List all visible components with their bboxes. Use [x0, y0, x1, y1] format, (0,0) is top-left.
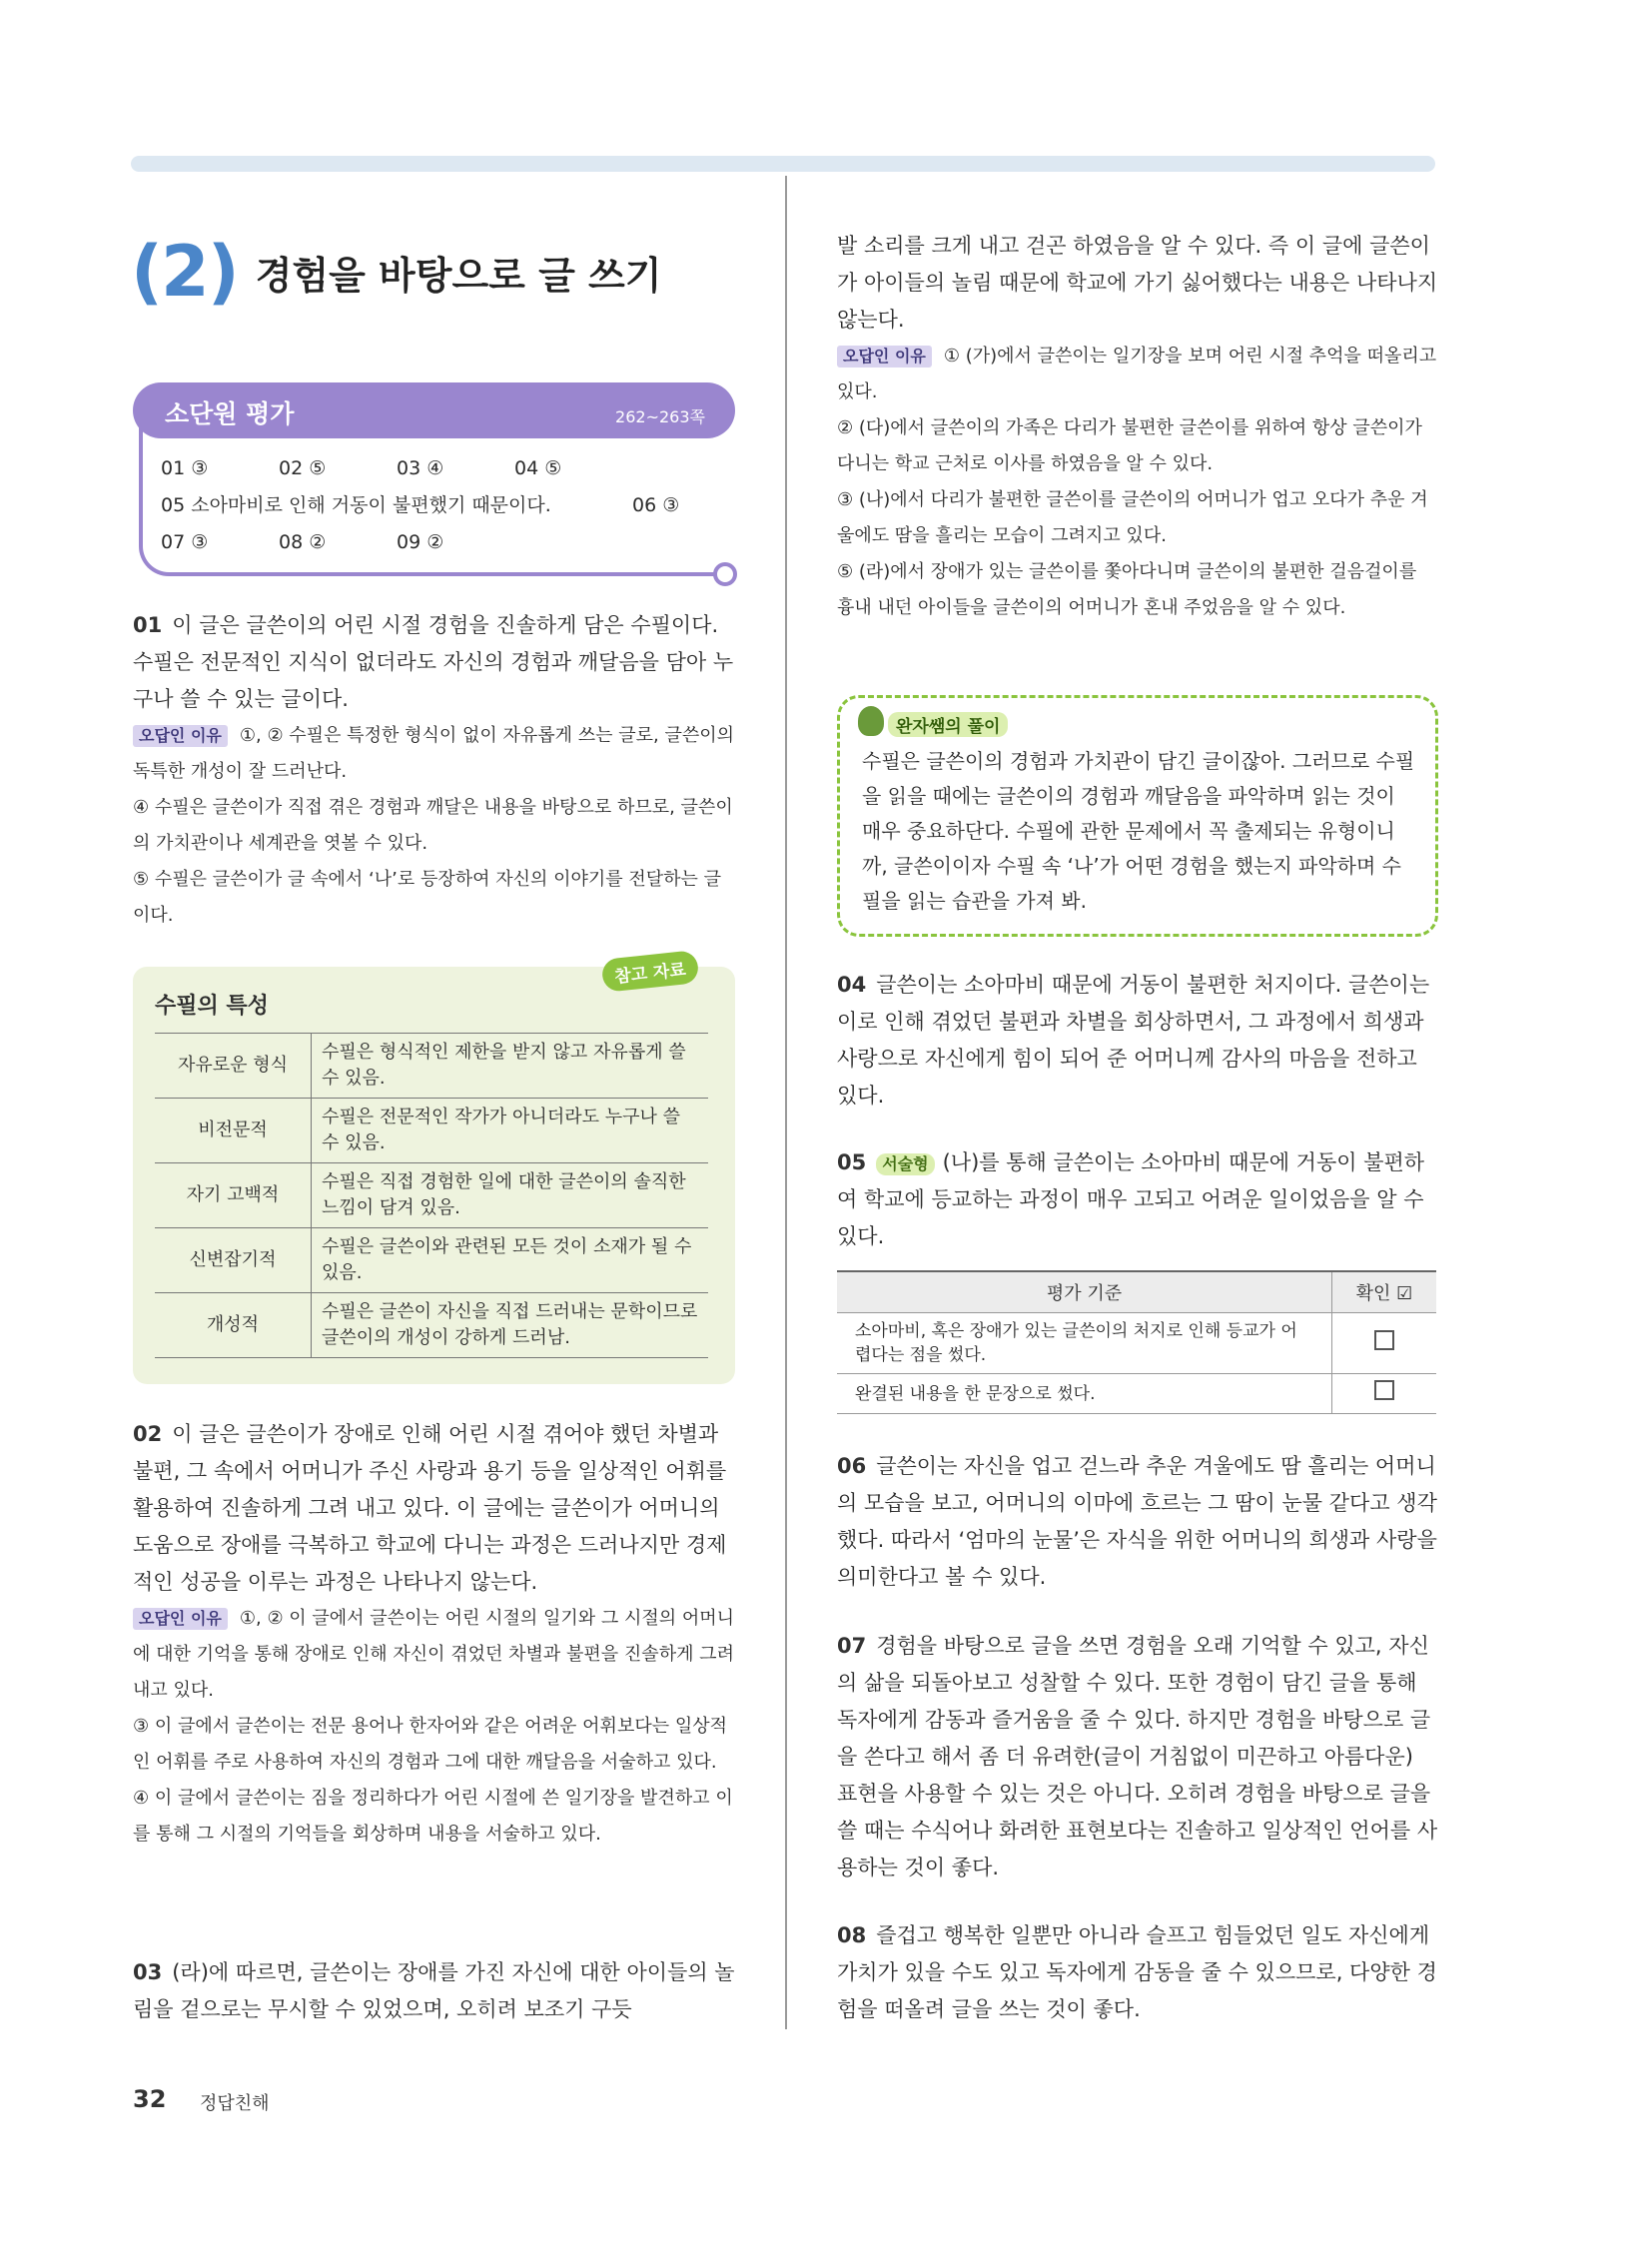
q-number: 07 [837, 1634, 867, 1658]
table-row [837, 1313, 1436, 1374]
q-text: (나)를 통해 글쓴이는 소아마비 때문에 거동이 불편하여 학교에 등교하는 과정이 매우 고되고 어려운 일이었음을 알 수 있다. [837, 1150, 1425, 1248]
answer-07: 07 ③ [161, 531, 209, 553]
teacher-tip-box [837, 695, 1438, 937]
explanation-05 [837, 1144, 1438, 1255]
descriptive-tag: 서술형 [876, 1153, 934, 1175]
essay-traits-table [155, 1033, 708, 1358]
top-decor-bar [131, 156, 1435, 172]
section-header [131, 232, 661, 312]
q-number: 02 [133, 1422, 163, 1446]
trait-desc: 수필은 직접 경험한 일에 대한 글쓴이의 솔직한 느낌이 담겨 있음. [312, 1163, 709, 1228]
explanation-04 [837, 967, 1438, 1115]
q-text: 이 글은 글쓴이의 어린 시절 경험을 진솔하게 담은 수필이다. 수필은 전문적인 지식이 없더라도 자신의 경험과 깨달음을 담아 누구나 쓸 수 있는 글이다. [133, 613, 734, 711]
column-divider [785, 176, 787, 2029]
unit-evaluation-box [133, 382, 735, 582]
q-text: 글쓴이는 소아마비 때문에 거동이 불편한 처지이다. 글쓴이는 이로 인해 겪었던 불편과 차별을 회상하면서, 그 과정에서 희생과 사랑으로 자신에게 힘이 되어 준 어머니께 감사의 마음을 전하고 있다. [837, 973, 1430, 1108]
explanation-02 [133, 1416, 735, 1853]
wrong-reason-3: ③ (나)에서 다리가 불편한 글쓴이를 글쓴이의 어머니가 업고 오다가 추운 겨울에도 땀을 흘리는 모습이 그려지고 있다. [837, 489, 1428, 546]
q-text: 글쓴이는 자신을 업고 걷느라 추운 겨울에도 땀 흘리는 어머니의 모습을 보고, 어머니의 이마에 흐르는 그 땀이 눈물 같다고 생각했다. 따라서 ‘엄마의 눈물’은 자식을 위한 어머니의 희생과 사랑을 의미한다고 볼 수 있다. [837, 1454, 1437, 1589]
wrong-reason-tag: 오답인 이유 [133, 1608, 228, 1630]
trait-name: 비전문적 [155, 1099, 312, 1163]
check-cell [1332, 1374, 1437, 1414]
reference-badge: 참고 자료 [601, 950, 700, 993]
q-text: 경험을 바탕으로 글을 쓰면 경험을 오래 기억할 수 있고, 자신의 삶을 되돌아보고 성찰할 수 있다. 또한 경험이 담긴 글을 통해 독자에게 감동과 즐거움을 줄 수 있다. 하지만 경험을 바탕으로 글을 쓴다고 해서 좀 더 유려한(글이 거침없이 미끈하고 아름다운) 표현을 사용할 수 있는 것은 아니다. 오히려 경험을 바탕으로 글을 쓸 때는 수식어나 화려한 표현보다는 진솔하고 일상적인 언어를 사용하는 것이 좋다. [837, 1634, 1438, 1879]
table-row [155, 1293, 708, 1358]
table-row [155, 1163, 708, 1228]
answer-01: 01 ③ [161, 457, 209, 479]
checkbox[interactable] [1374, 1330, 1394, 1350]
reference-box [133, 960, 735, 1384]
wrong-reason-1: ①, ② 수필은 특정한 형식이 없이 자유롭게 쓰는 글로, 글쓴이의 독특한 개성이 잘 드러난다. [133, 725, 734, 782]
q-number: 08 [837, 1923, 867, 1947]
answer-key [161, 450, 750, 561]
wrong-reason-tag: 오답인 이유 [133, 725, 228, 747]
table-row [155, 1228, 708, 1293]
wrong-reason-1: ①, ② 이 글에서 글쓴이는 어린 시절의 일기와 그 시절의 어머니에 대한 기억을 통해 장애로 인해 자신이 겪었던 차별과 불편을 진솔하게 그려 내고 있다. [133, 1608, 734, 1701]
q-number: 05 [837, 1150, 867, 1174]
frame-end-dot [713, 562, 737, 586]
explanation-06 [837, 1448, 1438, 1596]
wrong-reason-2: ④ 수필은 글쓴이가 직접 겪은 경험과 깨달은 내용을 바탕으로 하므로, 글쓴이의 가치관이나 세계관을 엿볼 수 있다. [133, 797, 733, 854]
trait-name: 자기 고백적 [155, 1163, 312, 1228]
wrong-reason-2: ② (다)에서 글쓴이의 가족은 다리가 불편한 글쓴이를 위하여 항상 글쓴이가 다니는 학교 근처로 이사를 하였음을 알 수 있다. [837, 417, 1422, 474]
answer-06: 06 ③ [632, 494, 680, 516]
trait-desc: 수필은 전문적인 작가가 아니더라도 누구나 쓸 수 있음. [312, 1099, 709, 1163]
book-label: 정답친해 [200, 2093, 270, 2114]
wrong-reason-1: ① (가)에서 글쓴이는 일기장을 보며 어린 시절 추억을 떠올리고 있다. [837, 346, 1437, 402]
table-row [155, 1099, 708, 1163]
explanation-03-continued [837, 228, 1438, 626]
reference-title: 수필의 특성 [155, 994, 269, 1019]
criteria-header-row [837, 1271, 1436, 1313]
answer-09: 09 ② [397, 531, 444, 553]
wrong-reason-tag: 오답인 이유 [837, 346, 932, 368]
q-text: 이 글은 글쓴이가 장애로 인해 어린 시절 겪어야 했던 차별과 불편, 그 속에서 어머니가 주신 사랑과 용기 등을 일상적인 어휘를 활용하여 진솔하게 그려 내고 있다. 이 글에는 글쓴이가 어머니의 도움으로 장애를 극복하고 학교에 다니는 과정은 드러나지만 경제적인 성공을 이루는 과정은 나타나지 않는다. [133, 1422, 727, 1594]
page-number: 32 [133, 2085, 167, 2113]
tip-title: 완자쌤의 풀이 [888, 712, 1008, 737]
trait-name: 자유로운 형식 [155, 1034, 312, 1099]
q-text: (라)에 따르면, 글쓴이는 장애를 가진 자신에 대한 아이들의 놀림을 겉으로는 무시할 수 있었으며, 오히려 보조기 구듯 [133, 1960, 735, 2021]
check-header: 확인 ☑ [1332, 1271, 1437, 1313]
unit-evaluation-header [133, 382, 735, 438]
answer-04: 04 ⑤ [514, 457, 562, 479]
explanation-07 [837, 1628, 1438, 1886]
criteria-item: 소아마비, 혹은 장애가 있는 글쓴이의 처지로 인해 등교가 어렵다는 점을 썼다. [837, 1313, 1332, 1374]
character-icon [858, 706, 884, 736]
table-row [837, 1374, 1436, 1414]
q-number: 04 [837, 973, 867, 997]
explanation-03 [133, 1954, 735, 2028]
unit-evaluation-pages: 262~263쪽 [615, 407, 705, 426]
q-number: 03 [133, 1960, 163, 1984]
wrong-reason-2: ③ 이 글에서 글쓴이는 전문 용어나 한자어와 같은 어려운 어휘보다는 일상적인 어휘를 주로 사용하여 자신의 경험과 그에 대한 깨달음을 서술하고 있다. [133, 1716, 727, 1773]
table-row [155, 1034, 708, 1099]
trait-desc: 수필은 글쓴이와 관련된 모든 것이 소재가 될 수 있음. [312, 1228, 709, 1293]
wrong-reason-3: ⑤ 수필은 글쓴이가 글 속에서 ‘나’로 등장하여 자신의 이야기를 전달하는 글이다. [133, 869, 722, 926]
wrong-reason-3: ④ 이 글에서 글쓴이는 짐을 정리하다가 어린 시절에 쓴 일기장을 발견하고 이를 통해 그 시절의 기억들을 회상하며 내용을 서술하고 있다. [133, 1788, 733, 1845]
unit-evaluation-title: 소단원 평가 [165, 399, 295, 428]
explanation-08 [837, 1917, 1438, 2028]
criteria-header: 평가 기준 [837, 1271, 1332, 1313]
q-number: 06 [837, 1454, 867, 1478]
trait-desc: 수필은 글쓴이 자신을 직접 드러내는 문학이므로 글쓴이의 개성이 강하게 드러남. [312, 1293, 709, 1358]
q-text: 즐겁고 행복한 일뿐만 아니라 슬프고 힘들었던 일도 자신에게 가치가 있을 수도 있고 독자에게 감동을 줄 수 있으므로, 다양한 경험을 떠올려 글을 쓰는 것이 좋다. [837, 1923, 1437, 2021]
answer-03: 03 ④ [397, 457, 444, 479]
answer-02: 02 ⑤ [279, 457, 327, 479]
section-number: (2) [131, 231, 238, 313]
explanation-01 [133, 607, 735, 934]
trait-desc: 수필은 형식적인 제한을 받지 않고 자유롭게 쓸 수 있음. [312, 1034, 709, 1099]
section-title: 경험을 바탕으로 글 쓰기 [255, 253, 662, 298]
check-cell [1332, 1313, 1437, 1374]
wrong-reason-4: ⑤ (라)에서 장애가 있는 글쓴이를 쫓아다니며 글쓴이의 불편한 걸음걸이를 흉내 내던 아이들을 글쓴이의 어머니가 혼내 주었음을 알 수 있다. [837, 561, 1417, 618]
trait-name: 개성적 [155, 1293, 312, 1358]
tip-body: 수필은 글쓴이의 경험과 가치관이 담긴 글이잖아. 그러므로 수필을 읽을 때에는 글쓴이의 경험과 깨달음을 파악하며 읽는 것이 매우 중요하단다. 수필에 관한 문제에서 꼭 출제되는 유형이니까, 글쓴이이자 수필 속 ‘나’가 어떤 경험을 했는지 파악하며 수필을 읽는 습관을 가져 봐. [862, 749, 1415, 913]
q-number: 01 [133, 613, 163, 637]
answer-05: 05 소아마비로 인해 거동이 불편했기 때문이다. [161, 494, 551, 516]
answer-08: 08 ② [279, 531, 327, 553]
q-text-continued: 발 소리를 크게 내고 걷곤 하였음을 알 수 있다. 즉 이 글에 글쓴이가 아이들의 놀림 때문에 학교에 가기 싫어했다는 내용은 나타나지 않는다. [837, 234, 1438, 332]
criteria-table [837, 1270, 1436, 1414]
checkbox[interactable] [1374, 1380, 1394, 1400]
trait-name: 신변잡기적 [155, 1228, 312, 1293]
criteria-item: 완결된 내용을 한 문장으로 썼다. [837, 1374, 1332, 1414]
